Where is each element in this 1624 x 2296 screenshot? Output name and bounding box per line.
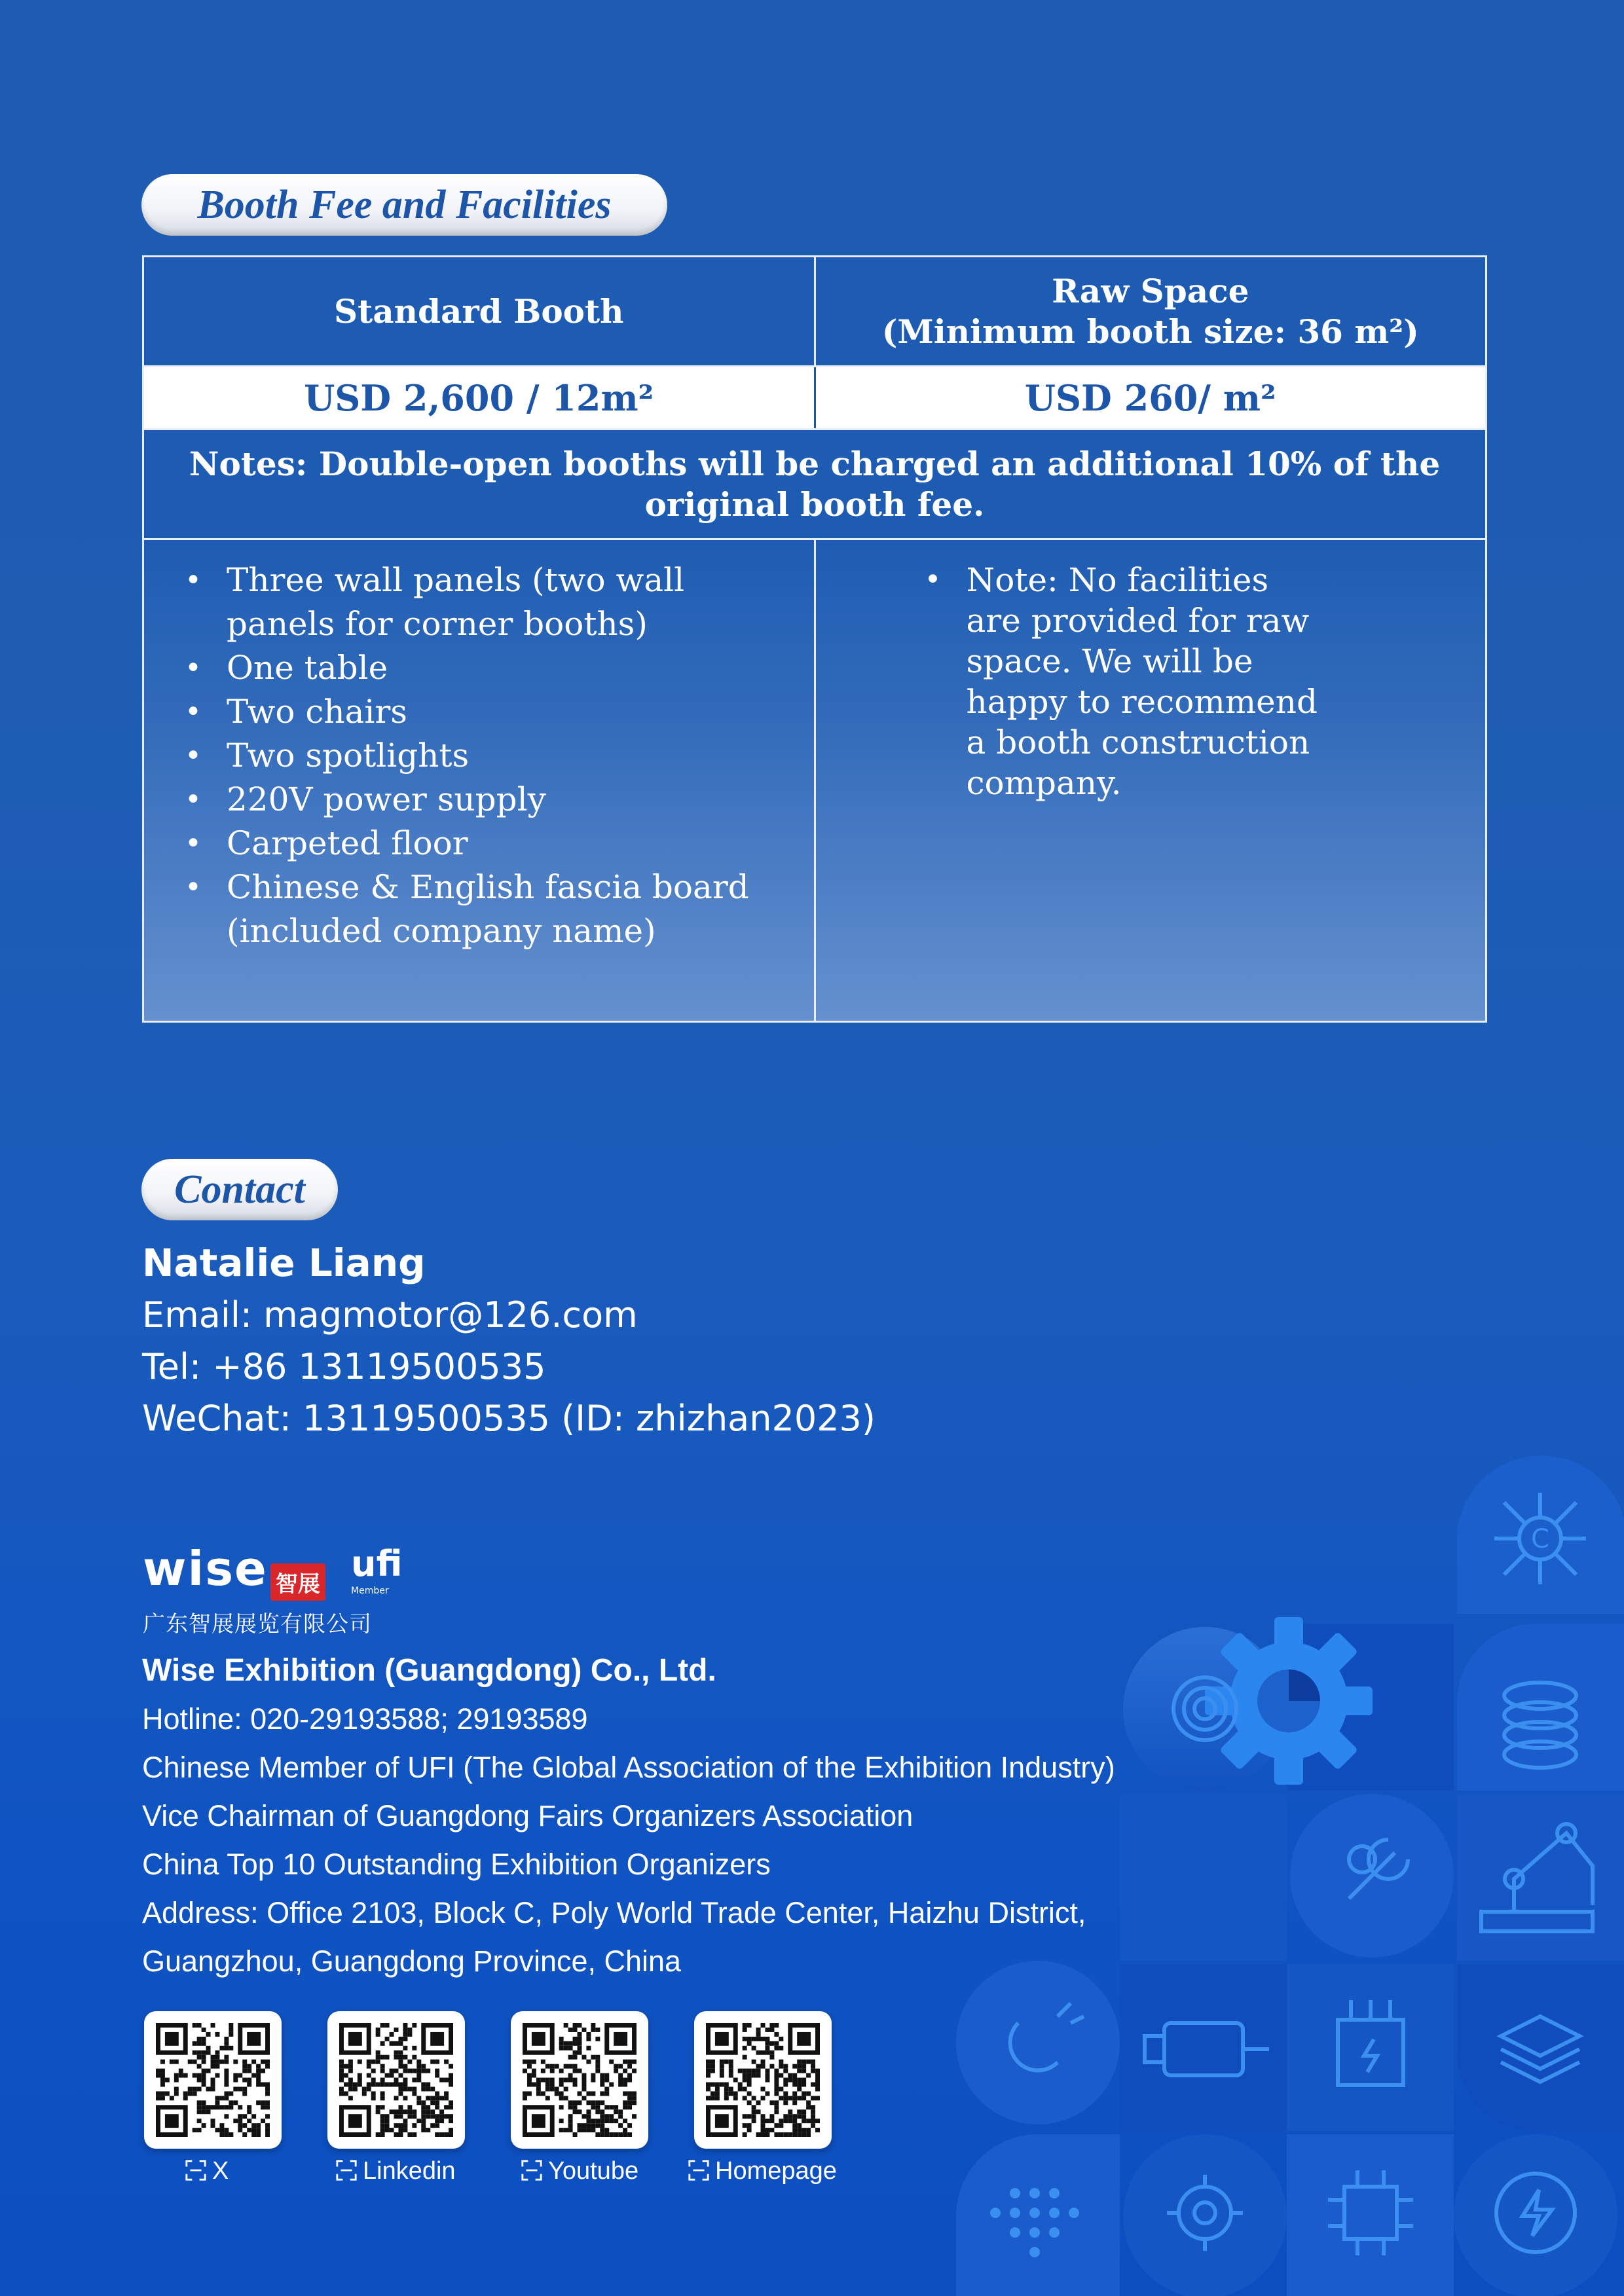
ufi-logo: ufi (351, 1543, 403, 1584)
qr-code-linkedin[interactable] (327, 2011, 465, 2149)
booth-fee-table (142, 255, 1487, 1023)
contact-name: Natalie Liang (142, 1241, 426, 1285)
qr-label-homepage (688, 2157, 837, 2185)
company-ufi-line: Chinese Member of UFI (The Global Association of the Exhibition Industry) (142, 1751, 1115, 1784)
scan-icon (688, 2159, 710, 2181)
layers-tile (1457, 1964, 1624, 2131)
company-address-line-1: Address: Office 2103, Block C, Poly World Trade Center, Haizhu District, (142, 1896, 1086, 1929)
list-item: • Three wall panels (two wall panels for corner booths) (181, 558, 770, 646)
qr-label-text: Linkedin (363, 2157, 456, 2185)
raw-space-note-list (921, 560, 1327, 803)
circuit-c-icon (1494, 1493, 1586, 1584)
standard-facilities-cell (144, 540, 814, 1021)
raw-space-note: • Note: No facilities are provided for raw space. We will be happy to recommend a booth construction company. (921, 560, 1327, 803)
central-gear-icon (1205, 1617, 1373, 1785)
qr-label-text: X (212, 2157, 229, 2185)
qr-label-youtube (521, 2157, 638, 2185)
svg-text:C: C (1531, 1524, 1549, 1554)
scan-icon (185, 2159, 207, 2181)
list-item: • Carpeted floor (181, 822, 770, 866)
raw-space-min-size: (Minimum booth size: 36 m²) (881, 312, 1419, 351)
qr-code-x[interactable] (144, 2011, 282, 2149)
gear-tile (1123, 2134, 1287, 2296)
tile-mid (1120, 1794, 1287, 1961)
raw-space-header (814, 257, 1486, 365)
raw-space-title: Raw Space (1052, 271, 1249, 310)
standard-booth-price: USD 2,600 / 12m² (304, 376, 654, 419)
qr-code-image (706, 2023, 820, 2137)
scan-icon (335, 2159, 358, 2181)
list-item: • One table (181, 646, 770, 690)
notes-row (144, 430, 1485, 540)
scan-icon (521, 2159, 543, 2181)
raw-space-price: USD 260/ m² (814, 367, 1486, 428)
qr-label-linkedin (335, 2157, 456, 2185)
qr-code-image (339, 2023, 453, 2137)
qr-label-text: Youtube (548, 2157, 639, 2185)
company-vice-line: Vice Chairman of Guangdong Fairs Organizers Association (142, 1799, 913, 1832)
qr-label-text: Homepage (715, 2157, 837, 2185)
qr-code-image (523, 2023, 637, 2137)
ufi-member-label: Member (351, 1586, 389, 1596)
standard-booth-header: Standard Booth (334, 291, 624, 331)
logo-cn-badge: 智展 (270, 1563, 325, 1601)
standard-facilities-list (181, 558, 770, 953)
booth-fee-heading (141, 174, 667, 236)
price-row (144, 367, 1485, 430)
decorative-icon-grid (943, 1447, 1624, 2296)
company-name: Wise Exhibition (Guangdong) Co., Ltd. (142, 1653, 716, 1688)
company-logo (143, 1541, 403, 1638)
qr-code-youtube[interactable] (511, 2011, 648, 2149)
notes-line-2: original booth fee. (644, 484, 985, 524)
facilities-row (144, 540, 1485, 1021)
booth-fee-heading-text: Booth Fee and Facilities (197, 182, 612, 227)
list-item: • 220V power supply (181, 778, 770, 822)
logo-wise-text: wise (143, 1541, 268, 1596)
company-top10-line: China Top 10 Outstanding Exhibition Organizers (142, 1848, 771, 1881)
company-hotline: Hotline: 020-29193588; 29193589 (142, 1702, 588, 1736)
raw-space-facilities-cell (814, 540, 1486, 1021)
contact-wechat: WeChat: 13119500535 (ID: zhizhan2023) (142, 1398, 876, 1439)
notes-line-1: Notes: Double-open booths will be charged an additional 10% of the (189, 444, 1441, 483)
contact-heading-text: Contact (174, 1167, 305, 1212)
magnet-tile (956, 1961, 1120, 2124)
contact-details (142, 1237, 876, 1444)
contact-email[interactable]: Email: magmotor@126.com (142, 1294, 638, 1336)
list-item: • Two chairs (181, 690, 770, 734)
table-header-row (144, 257, 1485, 367)
qr-code-image (156, 2023, 270, 2137)
list-item: • Chinese & English fascia board (included company name) (181, 866, 770, 953)
qr-label-x (185, 2157, 229, 2185)
company-cn-name: 广东智展展览有限公司 (143, 1611, 372, 1637)
qr-code-homepage[interactable] (694, 2011, 832, 2149)
list-item: • Two spotlights (181, 734, 770, 778)
contact-heading (141, 1159, 338, 1220)
company-address-line-2: Guangzhou, Guangdong Province, China (142, 1944, 682, 1978)
contact-tel[interactable]: Tel: +86 13119500535 (142, 1346, 546, 1387)
robot-arm-tile (1457, 1794, 1624, 1961)
chip-tile (1287, 2134, 1454, 2296)
